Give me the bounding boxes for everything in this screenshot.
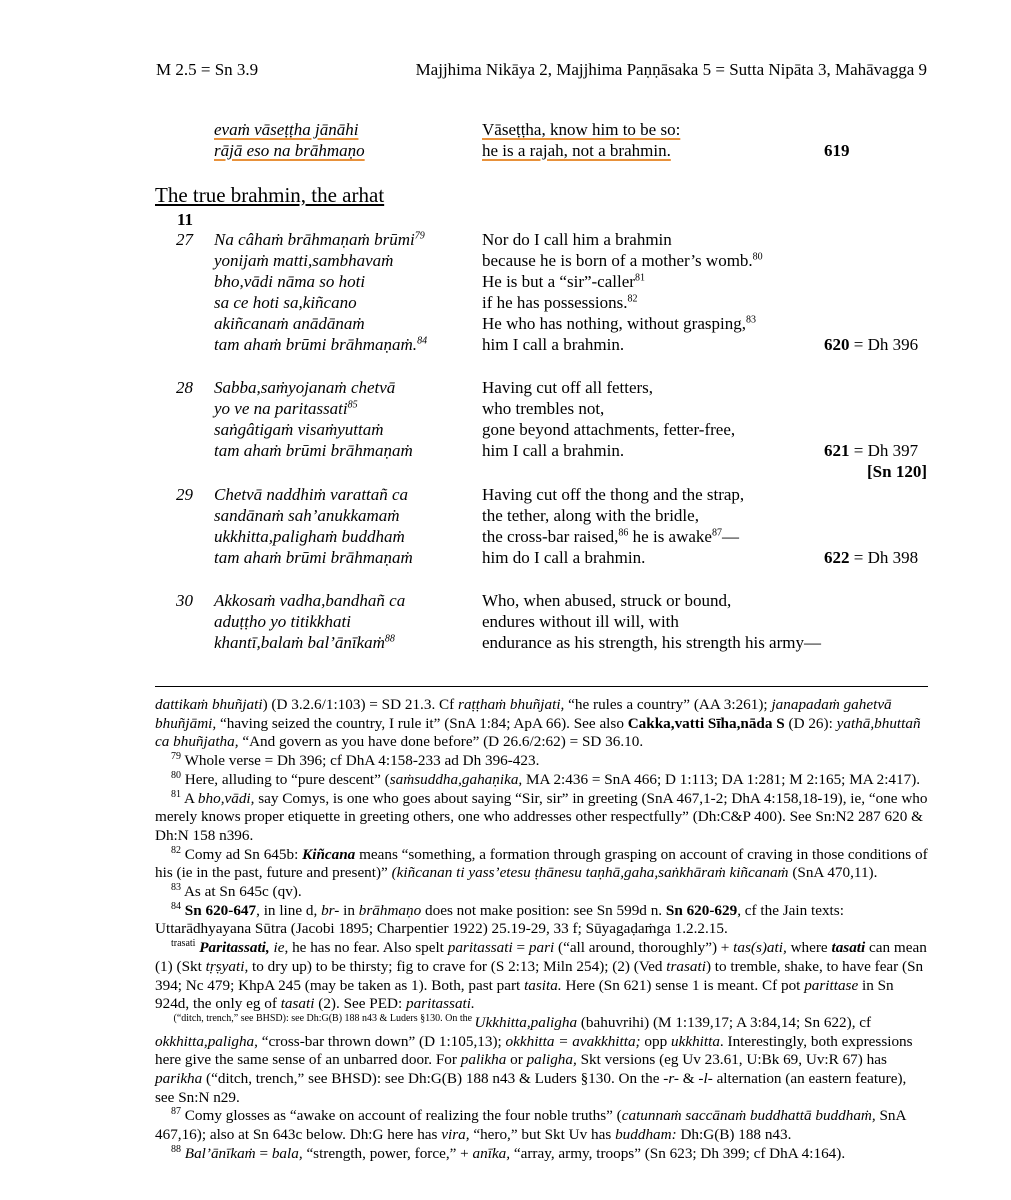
pali-line: Chetvā naddhiṁ varattañ ca [214, 485, 409, 504]
footnote-81: $^{81}$ A bho,vādi, say Comys, is one who goes about saying “Sir, sir” in greeting (SnA 467,1-2; DhA 4:158,18-19), ie, “one who merely knows proper etiquette in greeting others, one who addresses other respectfully” (Dh:C&P 400). See Sn:N2 287 620 & Dh:N 158 n396. [155, 788, 928, 844]
footnote-ref[interactable]: 84 [417, 335, 428, 347]
english-line: if he has possessions. [482, 293, 628, 312]
pali-line: saṅgâtigaṁ visaṁyuttaṁ [214, 420, 384, 439]
english-line: him I call a brahmin. [482, 335, 625, 354]
english-line: endurance as his strength, his strength his army— [482, 633, 821, 652]
pali-line: bho,vādi nāma so hoti [214, 272, 366, 291]
verse-ref: 622 = Dh 398 [824, 548, 919, 567]
footnote-ref[interactable]: 87 [711, 527, 722, 539]
pali-line: tam ahaṁ brūmi brāhmaṇaṁ. [214, 335, 418, 354]
english-line: He is but a “sir”-caller [482, 272, 635, 291]
pali-line: yonijaṁ matti,sambhavaṁ [214, 251, 394, 270]
pali-line: tam ahaṁ brūmi brāhmaṇaṁ [214, 548, 413, 567]
pali-line: aduṭṭho yo titikkhati [214, 612, 351, 631]
verse-number: 28 [176, 378, 193, 397]
footnote-ref[interactable]: 82 [627, 293, 638, 305]
verse-ref: 619 [824, 141, 850, 160]
english-line: endures without ill will, with [482, 612, 679, 631]
pali-line: sandānaṁ sah’anukkamaṁ [214, 506, 400, 525]
footnote-ref[interactable]: 80 [752, 251, 763, 263]
footnote-80: $^{80}$ Here, alluding to “pure descent” (saṁsuddha,gahaṇika, MA 2:436 = SnA 466; D 1:113; DA 1:281; M 2:165; MA 2:417). [171, 769, 921, 788]
pali-line: yo ve na paritassati [214, 399, 348, 418]
english-line: Having cut off the thong and the strap, [482, 485, 745, 504]
footnote-86: $^{(“ditch, trench,” see BHSD): see Dh:G(B) 188 n43 \& Luders \S 130. On the}$ Ukkhitta,paligha (bahuvrihi) (M 1:139,17; A 3:84,14; Sn 622), cf okkhitta,paligha, “cross-bar thrown down” (D 1:105,13); okkhitta = avakkhitta; opp ukkhitta. Interestingly, both expressions here give the same sense of an unbarred door. For palikha or paligha, Skt versions (eg Uv 23.61, U:Bk 69, Uv:R 67) has parikha (“ditch, trench,” see BHSD): see Dh:G(B) 188 n43 & Luders §130. On the -r- & -l- alternation (an eastern feature), see Sn:N n29. [155, 1012, 913, 1106]
english-line: him do I call a brahmin. [482, 548, 646, 567]
footnote-continuation: dattikaṁ bhuñjati) (D 3.2.6/1:103) = SD 21.3. Cf raṭṭhaṁ bhuñjati, “he rules a country” (AA 3:261); janapadaṁ gahetvā bhuñjāmi, “having seized the country, I rule it” (SnA 1:84; ApA 66). See also Cakka,vatti Sīha,nāda S (D 26): yathā,bhuttañ ca bhuñjatha, “And govern as you have done before” (D 26.6/2:62) = SD 36.10. [155, 696, 921, 751]
section-title: The true brahmin, the arhat [155, 183, 385, 207]
verse-619 [0, 119, 1011, 163]
verse-28 [0, 377, 1011, 485]
verse-number: 27 [176, 230, 193, 249]
cross-ref: [Sn 120] [867, 462, 927, 481]
pali-line: sa ce hoti sa,kiñcano [214, 293, 357, 312]
verse-number: 30 [176, 591, 193, 610]
verse-27 [0, 229, 1011, 357]
footnote-divider [155, 686, 928, 687]
english-line: the tether, along with the bridle, [482, 506, 699, 525]
footnote-83: $^{83}$ As at Sn 645c (qv). [171, 881, 302, 901]
footnote-ref[interactable]: 85 [347, 399, 358, 411]
pali-line: tam ahaṁ brūmi brāhmaṇaṁ [214, 441, 413, 460]
pali-line: akiñcanaṁ anādānaṁ [214, 314, 365, 333]
pali-line: rājā eso na brāhmaṇo [214, 141, 365, 160]
verse-ref: 620 = Dh 396 [824, 335, 919, 354]
english-line: he is a rajah, not a brahmin. [482, 141, 671, 160]
pali-line: khantī,balaṁ bal’ānīkaṁ [214, 633, 385, 652]
verse-ref: 621 = Dh 397 [824, 441, 919, 460]
english-line: Nor do I call him a brahmin [482, 230, 672, 249]
footnote-ref[interactable]: 79 [414, 230, 425, 242]
english-line: the cross-bar raised,$^{86}$ he is awake$^{87}$— [482, 527, 739, 546]
footnote-ref[interactable]: 81 [634, 272, 645, 284]
footnote-79: $^{79}$ Whole verse = Dh 396; cf DhA 4:158-233 ad Dh 396-423. [171, 751, 540, 770]
footnote-ref[interactable]: 88 [384, 633, 395, 645]
english-line: He who has nothing, without grasping, [482, 314, 746, 333]
verse-29 [0, 484, 1011, 570]
english-line: him I call a brahmin. [482, 441, 625, 460]
pali-line: Na câhaṁ brāhmaṇaṁ brūmi [214, 230, 415, 249]
verse-number: 29 [176, 485, 193, 504]
footnote-87: $^{87}$ Comy glosses as “awake on account of realizing the four noble truths” (catunnaṁ saccānaṁ buddhattā buddhaṁ, SnA 467,16); also at Sn 643c below. Dh:G here has vira, “hero,” but Skt Uv has buddham: Dh:G(B) 188 n43. [155, 1106, 906, 1144]
footnotes [155, 696, 928, 1164]
english-line: gone beyond attachments, fetter-free, [482, 420, 736, 439]
running-header-right: Majjhima Nikāya 2, Majjhima Paṇṇāsaka 5 = Sutta Nipāta 3, Mahāvagga 9 [415, 60, 927, 79]
pali-line: Sabba,saṁyojanaṁ chetvā [214, 378, 396, 397]
english-line: Having cut off all fetters, [482, 378, 654, 397]
footnote-82: $^{82}$ Comy ad Sn 645b: Kiñcana means “something, a formation through grasping on account of craving in those conditions of his (ie in the past, future and present)” (kiñcanan ti yass’etesu ṭhānesu taṇhā,gaha,saṅkhāraṁ kiñcanaṁ (SnA 470,11). [155, 844, 928, 882]
footnote-84: $^{84}$ Sn 620-647, in line d, br- in brāhmaṇo does not make position: see Sn 599d n. Sn 620-629, cf the Jain texts: Uttarādhyayana Sūtra (Jacobi 1895; Charpentier 1922) 25.19-29, 33 f; Sūyagaḍaṁga 1.2.2.15. [155, 900, 844, 938]
pali-line: ukkhitta,palighaṁ buddhaṁ [214, 527, 405, 546]
english-line: Vāseṭṭha, know him to be so: [482, 120, 681, 139]
footnote-ref[interactable]: 86 [618, 527, 629, 539]
verse-30 [0, 590, 1011, 654]
footnote-88: $^{88}$ Bal’ānīkaṁ = bala, “strength, power, force,” + anīka, “array, army, troops” (Sn 623; Dh 399; cf DhA 4:164). [171, 1143, 846, 1162]
footnote-85: $^{trasati}$ Paritassati, ie, he has no fear. Also spelt paritassati = pari (“all around, thoroughly”) + tas(s)ati, where tasati can mean (1) (Skt tṛṣyati, to dry up) to be thirsty; fig to crave for (S 2:13; Miln 254); (2) (Ved trasati) to tremble, shake, to have fear (Sn 394; Nc 479; KhpA 245 (may be taken as 1). Both, past part tasita. Here (Sn 621) sense 1 is meant. Cf pot parittase in Sn 924d, the only eg of tasati (2). See PED: paritassati. [155, 938, 927, 1013]
running-header-left: M 2.5 = Sn 3.9 [156, 60, 259, 79]
pali-line: Akkosaṁ vadha,bandhañ ca [214, 591, 406, 610]
pali-line: evaṁ vāseṭṭha jānāhi [214, 120, 359, 139]
footnote-ref[interactable]: 83 [745, 314, 756, 326]
english-line: Who, when abused, struck or bound, [482, 591, 732, 610]
section-number: 11 [177, 210, 194, 229]
english-line: who trembles not, [482, 399, 605, 418]
english-line: because he is born of a mother’s womb. [482, 251, 753, 270]
